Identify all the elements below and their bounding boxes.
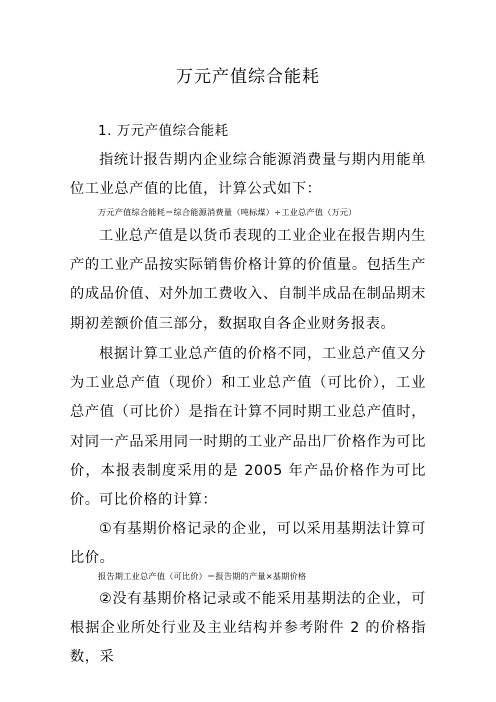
paragraph-definition-text: 指统计报告期内企业综合能源消费量与期内用能单位工业总产值的比值，计算公式如下： bbox=[70, 152, 426, 198]
paragraph-base-period bbox=[70, 515, 426, 573]
paragraph-output-value bbox=[70, 222, 426, 339]
document-title: 万元产值综合能耗 bbox=[176, 67, 320, 87]
paragraph-definition bbox=[70, 146, 426, 204]
formula-comparable-output-text: 报告期工业总产值（可比价）＝报告期的产量×基期价格 bbox=[98, 571, 307, 581]
document-body bbox=[70, 118, 426, 144]
formula-energy-intensity-text: 万元产值综合能耗＝综合能源消费量（吨标煤）÷工业总产值（万元） bbox=[98, 207, 357, 217]
paragraph-comparable-price bbox=[70, 486, 426, 515]
paragraph-price-types-text: 根据计算工业总产值的价格不同，工业总产值又分为工业总产值（现价）和工业总产值（可比价），工业总产值（可比价）是指在计算不同时期工业总产值时，对同一产品采用同一时期的工业产品出厂价格作为可比价，本报表制度采用的是 2005 年产品价格作为可比价。 bbox=[70, 346, 426, 509]
paragraph-no-base-period bbox=[70, 585, 426, 673]
formula-energy-intensity bbox=[70, 205, 426, 221]
section-heading: 1. 万元产值综合能耗 bbox=[98, 123, 229, 139]
paragraph-comparable-price-text: 可比价格的计算： bbox=[99, 492, 218, 508]
paragraph-base-period-text: ①有基期价格记录的企业，可以采用基期法计算可比价。 bbox=[70, 521, 426, 567]
paragraph-output-value-text: 工业总产值是以货币表现的工业企业在报告期内生产的工业产品按实际销售价格计算的价值量。包括生产的成品价值、对外加工费收入、自制半成品在制品期末期初差额价值三部分，数据取自各企业财务报表。 bbox=[70, 228, 426, 332]
paragraph-no-base-period-text: ②没有基期价格记录或不能采用基期法的企业，可根据企业所处行业及主业结构并参考附件 2 的价格指数，采 bbox=[70, 591, 426, 666]
formula-comparable-output bbox=[70, 569, 426, 585]
